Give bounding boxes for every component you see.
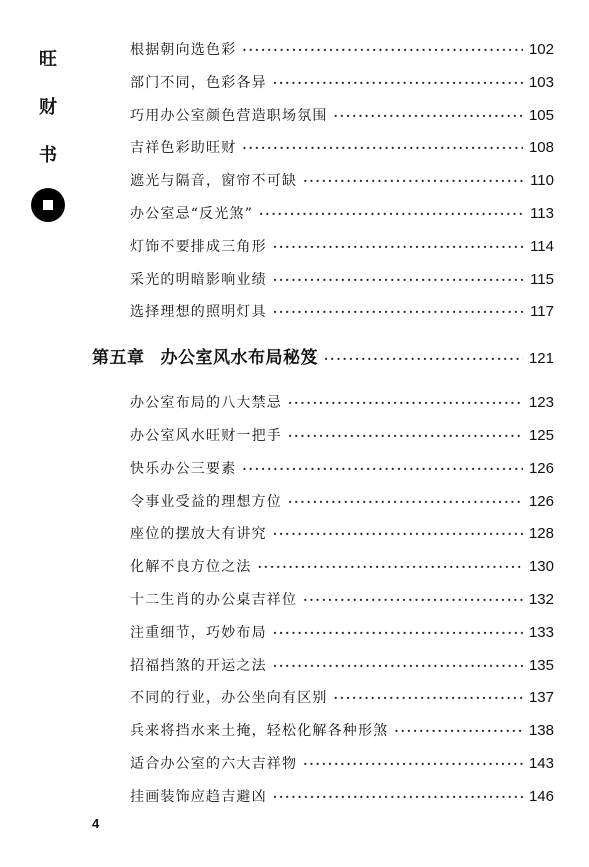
dot-leader <box>394 715 523 748</box>
chapter-page-number: 121 <box>528 350 554 368</box>
dot-leader <box>273 617 523 650</box>
toc-entry-title: 注重细节，巧妙布局 <box>130 624 267 641</box>
side-title-char: 旺 <box>39 49 57 70</box>
toc-entry-title: 吉祥色彩助旺财 <box>130 140 237 157</box>
toc-entry-title: 不同的行业，办公坐向有区别 <box>130 690 328 707</box>
toc-entry-page-number: 103 <box>528 73 554 91</box>
toc-entry-page-number: 133 <box>528 623 554 641</box>
toc-entry[interactable] <box>92 781 554 814</box>
toc-entry-page-number: 113 <box>530 204 554 222</box>
page-footer-number: 4 <box>92 816 100 831</box>
toc-entry[interactable] <box>92 165 554 198</box>
toc-entry-page-number: 105 <box>528 106 554 124</box>
dot-leader <box>303 165 524 198</box>
toc-entry-page-number: 128 <box>528 525 554 543</box>
toc-entry-title: 巧用办公室颜色营造职场氛围 <box>130 107 328 124</box>
toc-entry-title: 座位的摆放大有讲究 <box>130 526 267 543</box>
dot-leader <box>303 584 523 617</box>
toc-entry-page-number: 110 <box>530 172 554 190</box>
toc-entry[interactable] <box>92 100 554 133</box>
toc-entry-title: 兵来将挡水来土掩，轻松化解各种形煞 <box>130 723 389 740</box>
side-title-char: 财 <box>39 97 57 118</box>
coin-icon <box>31 188 65 222</box>
toc-entry[interactable] <box>92 486 554 519</box>
toc-entry[interactable] <box>92 453 554 486</box>
toc-entry-page-number: 102 <box>528 41 554 58</box>
dot-leader <box>242 453 523 486</box>
toc-entry[interactable] <box>92 198 554 231</box>
toc-entry-title: 办公室布局的八大禁忌 <box>130 395 282 412</box>
toc-entry[interactable] <box>92 617 554 650</box>
toc-entry-title: 选择理想的照明灯具 <box>130 304 267 321</box>
toc-entry-page-number: 138 <box>528 722 554 740</box>
toc-entry-title: 快乐办公三要素 <box>130 460 237 477</box>
toc-entry-page-number: 123 <box>528 394 554 412</box>
dot-leader <box>288 486 523 519</box>
toc-entry-page-number: 146 <box>528 787 554 805</box>
toc-entry-page-number: 143 <box>528 754 554 772</box>
dot-leader <box>242 34 523 67</box>
toc-entry[interactable] <box>92 387 554 420</box>
dot-leader <box>258 551 523 584</box>
toc-entry-page-number: 115 <box>530 270 554 288</box>
dot-leader <box>288 420 523 453</box>
toc-entry-page-number: 126 <box>528 492 554 510</box>
dot-leader <box>334 100 523 133</box>
toc-entry-title: 十二生肖的办公桌吉祥位 <box>130 591 298 608</box>
toc-entry-page-number: 132 <box>528 590 554 608</box>
dot-leader <box>303 748 523 781</box>
dot-leader <box>334 682 523 715</box>
toc-entry-page-number: 137 <box>528 689 554 707</box>
toc-entry-title: 采光的明暗影响业绩 <box>130 271 267 288</box>
toc-entry-title: 招福挡煞的开运之法 <box>130 657 267 674</box>
toc-entry[interactable] <box>92 748 554 781</box>
toc-entry[interactable] <box>92 584 554 617</box>
toc-entry[interactable] <box>92 715 554 748</box>
toc-entry[interactable] <box>92 420 554 453</box>
toc-entry-title: 办公室忌“反光煞” <box>130 205 254 222</box>
dot-leader <box>324 334 523 384</box>
toc-entry-title: 部门不同，色彩各异 <box>130 74 267 91</box>
toc-entry-page-number: 114 <box>530 237 554 255</box>
toc-entry-title: 办公室风水旺财一把手 <box>130 427 282 444</box>
dot-leader <box>273 518 523 551</box>
toc-entry-title: 挂画装饰应趋吉避凶 <box>130 788 267 805</box>
dot-leader <box>273 264 524 297</box>
toc-entry[interactable] <box>92 518 554 551</box>
toc-entry[interactable] <box>92 682 554 715</box>
chapter-heading[interactable] <box>92 333 554 383</box>
toc-entry[interactable] <box>92 296 554 329</box>
dot-leader <box>273 781 523 814</box>
toc-entry[interactable] <box>92 67 554 100</box>
toc-entry-page-number: 125 <box>528 426 554 444</box>
toc-entry-title: 遮光与隔音，窗帘不可缺 <box>130 173 298 190</box>
dot-leader <box>273 231 524 264</box>
dot-leader <box>273 67 523 100</box>
toc-entry[interactable] <box>92 231 554 264</box>
toc-entry-page-number: 108 <box>528 139 554 157</box>
toc-entry-page-number: 126 <box>528 459 554 477</box>
side-title-char: 书 <box>39 145 57 166</box>
dot-leader <box>273 296 524 329</box>
toc-entry[interactable] <box>92 551 554 584</box>
table-of-contents <box>92 34 554 814</box>
dot-leader <box>259 198 524 231</box>
dot-leader <box>273 650 523 683</box>
chapter-title: 办公室风水布局秘笈 <box>160 348 318 369</box>
toc-entry-title: 根据朝向选色彩 <box>130 42 237 58</box>
toc-entry-page-number: 117 <box>530 303 554 321</box>
toc-entry[interactable] <box>92 264 554 297</box>
dot-leader <box>242 132 523 165</box>
chapter-number: 第五章 <box>92 348 145 369</box>
toc-entry[interactable] <box>92 650 554 683</box>
toc-entry-title: 化解不良方位之法 <box>130 559 252 576</box>
side-title <box>30 36 66 222</box>
toc-entry[interactable] <box>92 34 554 67</box>
toc-entry-page-number: 130 <box>528 558 554 576</box>
toc-entry-title: 令事业受益的理想方位 <box>130 493 282 510</box>
toc-entry-title: 灯饰不要排成三角形 <box>130 238 267 255</box>
toc-entry[interactable] <box>92 132 554 165</box>
toc-entry-page-number: 135 <box>528 656 554 674</box>
toc-entry-title: 适合办公室的六大吉祥物 <box>130 755 298 772</box>
dot-leader <box>288 387 523 420</box>
